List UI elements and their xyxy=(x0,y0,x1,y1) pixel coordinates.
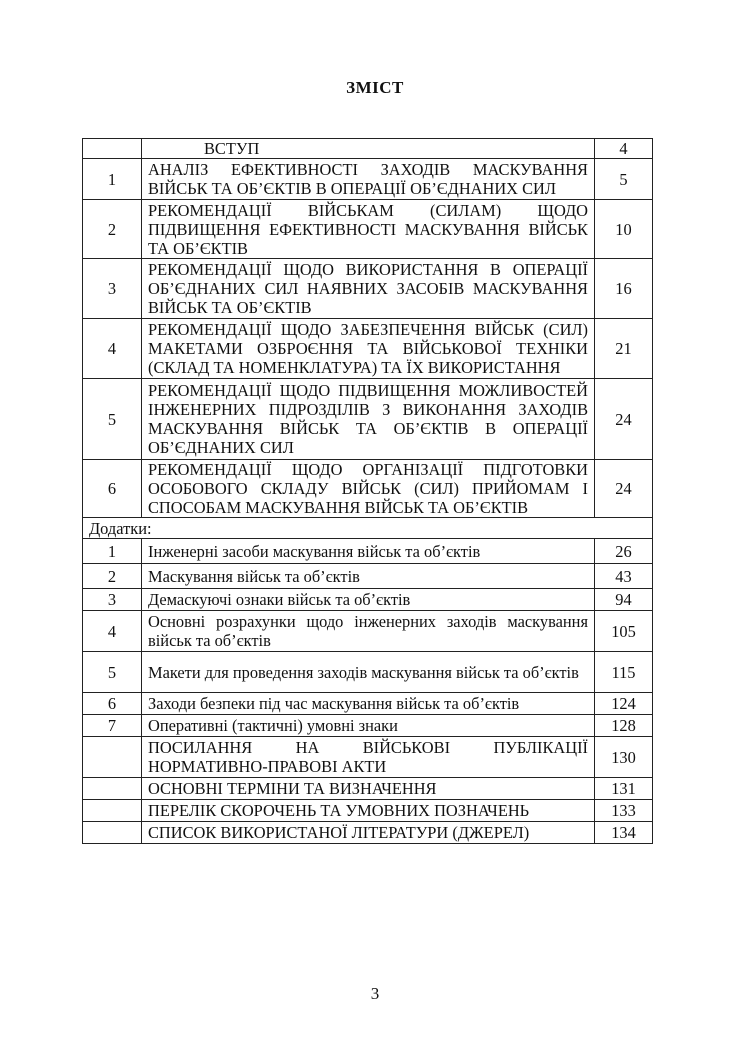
appendix-number: 2 xyxy=(83,564,142,589)
toc-entry-title: ВСТУП xyxy=(142,139,595,159)
appendix-title: Основні розрахунки щодо інженерних заходів маскування військ та об’єктів xyxy=(142,611,595,652)
appendix-label: Додатки: xyxy=(83,518,653,539)
toc-entry-page: 24 xyxy=(595,460,653,518)
table-row xyxy=(83,611,653,652)
appendix-header-row xyxy=(83,518,653,539)
table-row xyxy=(83,822,653,844)
row-number: 5 xyxy=(83,379,142,460)
table-row xyxy=(83,693,653,715)
row-number xyxy=(83,778,142,800)
row-number: 4 xyxy=(83,319,142,379)
appendix-number: 3 xyxy=(83,589,142,611)
appendix-page: 124 xyxy=(595,693,653,715)
row-number xyxy=(83,822,142,844)
toc-entry-page: 133 xyxy=(595,800,653,822)
table-row xyxy=(83,652,653,693)
toc-entry-page: 24 xyxy=(595,379,653,460)
row-number xyxy=(83,800,142,822)
row-number xyxy=(83,139,142,159)
toc-entry-title: РЕКОМЕНДАЦІЇ ЩОДО ПІДВИЩЕННЯ МОЖЛИВОСТЕЙ ІНЖЕНЕРНИХ ПІДРОЗДІЛІВ З ВИКОНАННЯ ЗАХОДІВ МАСКУВАННЯ ВІЙСЬК ТА ОБ’ЄКТІВ В ОПЕРАЦІЇ ОБ’ЄДНАНИХ СИЛ xyxy=(142,379,595,460)
toc-entry-page: 130 xyxy=(595,737,653,778)
table-row xyxy=(83,200,653,259)
row-number: 1 xyxy=(83,159,142,200)
toc-entry-page: 4 xyxy=(595,139,653,159)
toc-entry-title: РЕКОМЕНДАЦІЇ ЩОДО ОРГАНІЗАЦІЇ ПІДГОТОВКИ ОСОБОВОГО СКЛАДУ ВІЙСЬК (СИЛ) ПРИЙОМАМ І СПОСОБАМ МАСКУВАННЯ ВІЙСЬК ТА ОБ’ЄКТІВ xyxy=(142,460,595,518)
appendix-number: 1 xyxy=(83,539,142,564)
table-row xyxy=(83,564,653,589)
appendix-title: Інженерні засоби маскування військ та об’єктів xyxy=(142,539,595,564)
appendix-title: Демаскуючі ознаки військ та об’єктів xyxy=(142,589,595,611)
toc-entry-title: СПИСОК ВИКОРИСТАНОЇ ЛІТЕРАТУРИ (ДЖЕРЕЛ) xyxy=(142,822,595,844)
appendix-title: Маскування військ та об’єктів xyxy=(142,564,595,589)
appendix-page: 105 xyxy=(595,611,653,652)
toc-entry-title: ПЕРЕЛІК СКОРОЧЕНЬ ТА УМОВНИХ ПОЗНАЧЕНЬ xyxy=(142,800,595,822)
table-row xyxy=(83,589,653,611)
table-row xyxy=(83,259,653,319)
toc-entry-page: 131 xyxy=(595,778,653,800)
toc-entry-page: 10 xyxy=(595,200,653,259)
row-number: 2 xyxy=(83,200,142,259)
appendix-page: 115 xyxy=(595,652,653,693)
appendix-number: 5 xyxy=(83,652,142,693)
appendix-page: 94 xyxy=(595,589,653,611)
toc-entry-title: ПОСИЛАННЯ НА ВІЙСЬКОВІ ПУБЛІКАЦІЇ НОРМАТИВНО-ПРАВОВІ АКТИ xyxy=(142,737,595,778)
appendix-number: 4 xyxy=(83,611,142,652)
table-of-contents xyxy=(82,138,653,844)
table-row xyxy=(83,460,653,518)
table-row xyxy=(83,778,653,800)
toc-entry-title: ОСНОВНІ ТЕРМІНИ ТА ВИЗНАЧЕННЯ xyxy=(142,778,595,800)
appendix-page: 26 xyxy=(595,539,653,564)
table-row xyxy=(83,319,653,379)
appendix-page: 128 xyxy=(595,715,653,737)
row-number: 3 xyxy=(83,259,142,319)
appendix-title: Заходи безпеки під час маскування військ та об’єктів xyxy=(142,693,595,715)
appendix-number: 6 xyxy=(83,693,142,715)
row-number: 6 xyxy=(83,460,142,518)
table-row xyxy=(83,800,653,822)
appendix-title: Оперативні (тактичні) умовні знаки xyxy=(142,715,595,737)
appendix-number: 7 xyxy=(83,715,142,737)
toc-entry-page: 21 xyxy=(595,319,653,379)
table-row xyxy=(83,379,653,460)
table-row xyxy=(83,139,653,159)
toc-entry-title: РЕКОМЕНДАЦІЇ ЩОДО ВИКОРИСТАННЯ В ОПЕРАЦІЇ ОБ’ЄДНАНИХ СИЛ НАЯВНИХ ЗАСОБІВ МАСКУВАННЯ ВІЙСЬК ТА ОБ’ЄКТІВ xyxy=(142,259,595,319)
appendix-title: Макети для проведення заходів маскування військ та об’єктів xyxy=(142,652,595,693)
toc-entry-page: 16 xyxy=(595,259,653,319)
toc-entry-page: 5 xyxy=(595,159,653,200)
table-row xyxy=(83,159,653,200)
page-number: 3 xyxy=(370,984,380,1003)
table-row xyxy=(83,539,653,564)
appendix-page: 43 xyxy=(595,564,653,589)
toc-entry-title: РЕКОМЕНДАЦІЇ ВІЙСЬКАМ (СИЛАМ) ЩОДО ПІДВИЩЕННЯ ЕФЕКТИВНОСТІ МАСКУВАННЯ ВІЙСЬК ТА ОБ’ЄКТІВ xyxy=(142,200,595,259)
table-row xyxy=(83,715,653,737)
toc-entry-page: 134 xyxy=(595,822,653,844)
row-number xyxy=(83,737,142,778)
toc-entry-title: РЕКОМЕНДАЦІЇ ЩОДО ЗАБЕЗПЕЧЕННЯ ВІЙСЬК (СИЛ) МАКЕТАМИ ОЗБРОЄННЯ ТА ВІЙСЬКОВОЇ ТЕХНІКИ (СКЛАД ТА НОМЕНКЛАТУРА) ТА ЇХ ВИКОРИСТАННЯ xyxy=(142,319,595,379)
table-row xyxy=(83,737,653,778)
toc-entry-title: АНАЛІЗ ЕФЕКТИВНОСТІ ЗАХОДІВ МАСКУВАННЯ ВІЙСЬК ТА ОБ’ЄКТІВ В ОПЕРАЦІЇ ОБ’ЄДНАНИХ СИЛ xyxy=(142,159,595,200)
page-title: ЗМІСТ xyxy=(346,78,404,97)
